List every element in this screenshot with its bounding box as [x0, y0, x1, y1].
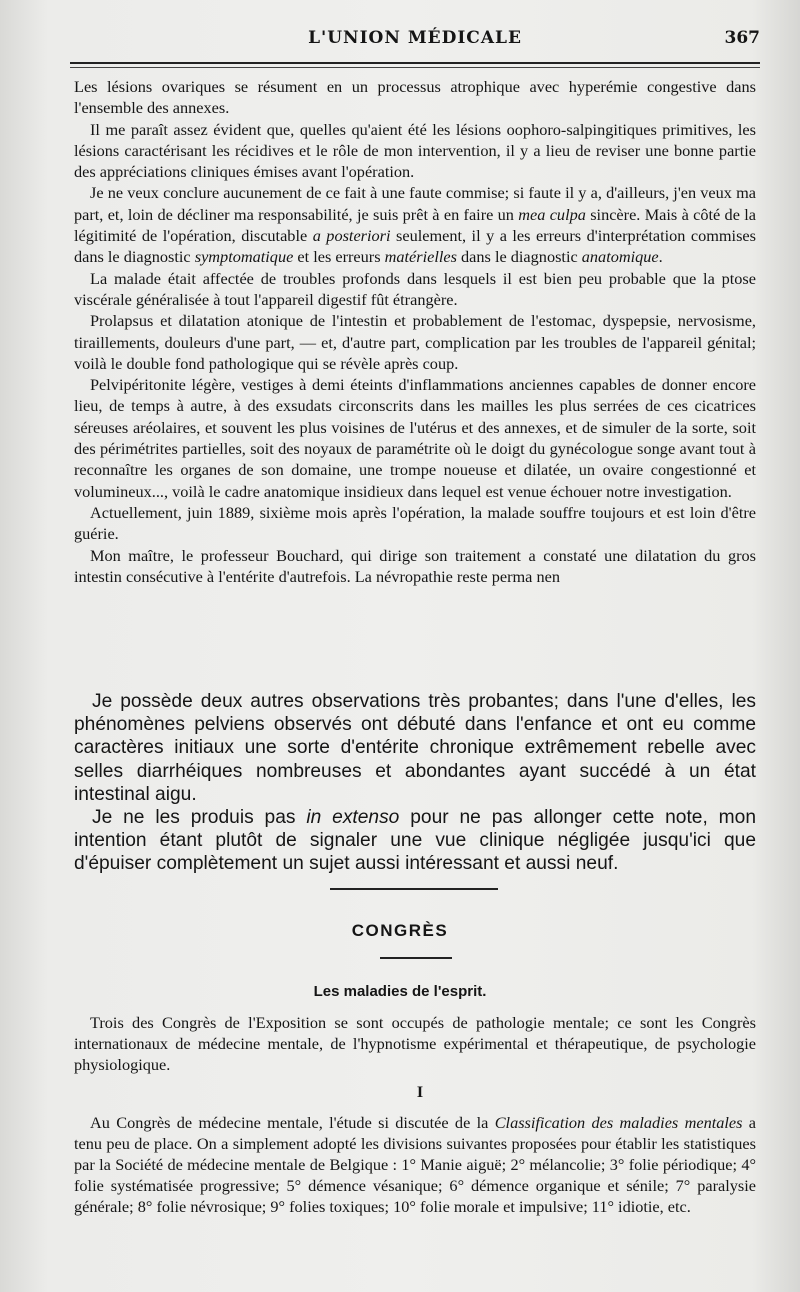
congress-intro [74, 1012, 756, 1075]
article-end-rule [330, 888, 498, 890]
paragraph-bouchard: Mon maître, le professeur Bouchard, qui dirige son traitement a constaté une dilatation du gros intestin consécutive à l'entérite d'autrefois. La névropathie reste perma nen [74, 545, 756, 586]
paragraph-visceral-ptosis: La malade était affectée de troubles profonds dans lesquels il est bien peu probable que la ptose viscérale généralisée à tout l'appareil digestif fût étrangère. [74, 268, 756, 309]
paragraph-mea-culpa: Je ne veux conclure aucunement de ce fait à une faute commise; si faute il y a, d'ailleurs, j'en veux ma part, et, loin de décliner ma responsabilité, je suis prêt à en faire un mea culpa sincère. Mais à côté de la légitimité de l'opération, discutable a posteriori seulement, il y a les erreurs d'interprétation commises dans le diagnostic symptomatique et les erreurs matérielles dans le diagnostic anatomique. [74, 183, 756, 267]
paragraph-prolapsus: Prolapsus et dilatation atonique de l'intestin et probablement de l'estomac, dyspepsie, nervosisme, tiraillements, douleurs d'une part, — et, d'autre part, complication par les troubles de l'appareil génital; voilà le double fond pathologique qui se révèle après coup. [74, 311, 756, 373]
paragraph-three-congresses: Trois des Congrès de l'Exposition se sont occupés de pathologie mentale; ce sont les Congrès internationaux de médecine mentale, de l'hypnotisme expérimental et thérapeutique, de psychologie physiologique. [74, 1013, 756, 1074]
header-rule [70, 62, 760, 68]
article-body [74, 76, 756, 587]
paragraph-pelviperitonitis: Pelvipéritonite légère, vestiges à demi éteints d'inflammations anciennes capables de donner encore lieu, de temps à autre, à des exsudats circonscrits dans les mailles les plus serrées de ces cicatrices séreuses aréolaires, et souvent les plus voisines de l'utérus et des annexes, et de simuler de la sorte, soit des périmétrites partielles, soit des noyaux de paramétrite où le doigt du gynécologue songe avant tout à reconnaître les organes de son domaine, une trompe noueuse et dilatée, un ovaire congestionné et volumineux..., voilà le cadre anatomique insidieux dans lequel est venue échouer notre investigation. [74, 375, 756, 501]
page-header [70, 28, 760, 56]
running-title: L'UNION MÉDICALE [308, 28, 522, 48]
paragraph-current-state: Actuellement, juin 1889, sixième mois après l'opération, la malade souffre toujours et est loin d'être guérie. [74, 502, 756, 544]
page-number: 367 [724, 28, 760, 48]
paragraph-ovarian-lesions: Les lésions ovariques se résument en un processus atrophique avec hyperémie congestive dans l'ensemble des annexes. [74, 77, 756, 118]
section-title-rule [380, 957, 452, 959]
paragraph-two-observations: Je possède deux autres observations très probantes; dans l'une d'elles, les phénomènes pelviens observés ont débuté dans l'enfance et ont eu comme caractères initiaux une sorte d'entérite chronique extrêmement rebelle avec selles diarrhéiques nombreuses et abondantes ayant succédé à un état intestinal aigu. [74, 691, 756, 805]
paragraph-classification: Au Congrès de médecine mentale, l'étude si discutée de la Classification des maladies mentales a tenu peu de place. On a simplement adopté les divisions suivantes proposées pour établir les statistiques par la Société de médecine mentale de Belgique : 1° Manie aiguë; 2° mélancolie; 3° folie périodique; 4° folie systématisée progressive; 5° démence vésanique; 6° démence organique et sénile; 7° paralysie générale; 8° folie névrosique; 9° folies toxiques; 10° folie morale et impulsive; 11° idiotie, etc. [74, 1113, 757, 1216]
observations-note [74, 690, 756, 876]
section-numeral: I [416, 1084, 424, 1101]
subsection-title: Les maladies de l'esprit. [313, 983, 487, 1000]
section-title: CONGRÈS [351, 921, 449, 940]
paragraph-primitive-lesions: Il me paraît assez évident que, quelles qu'aient été les lésions oophoro-salpingitiques primitives, les lésions caractérisant les récidives et le rôle de mon intervention, il y a lieu de reviser une bonne partie des appréciations cliniques émises avant l'opération. [74, 119, 756, 182]
classification-section [74, 1112, 756, 1217]
paragraph-in-extenso: Je ne les produis pas in extenso pour ne pas allonger cette note, mon intention étant plutôt de signaler une vue clinique négligée jusqu'ici que d'épuiser complètement un sujet aussi intéressant et aussi neuf. [74, 807, 756, 875]
